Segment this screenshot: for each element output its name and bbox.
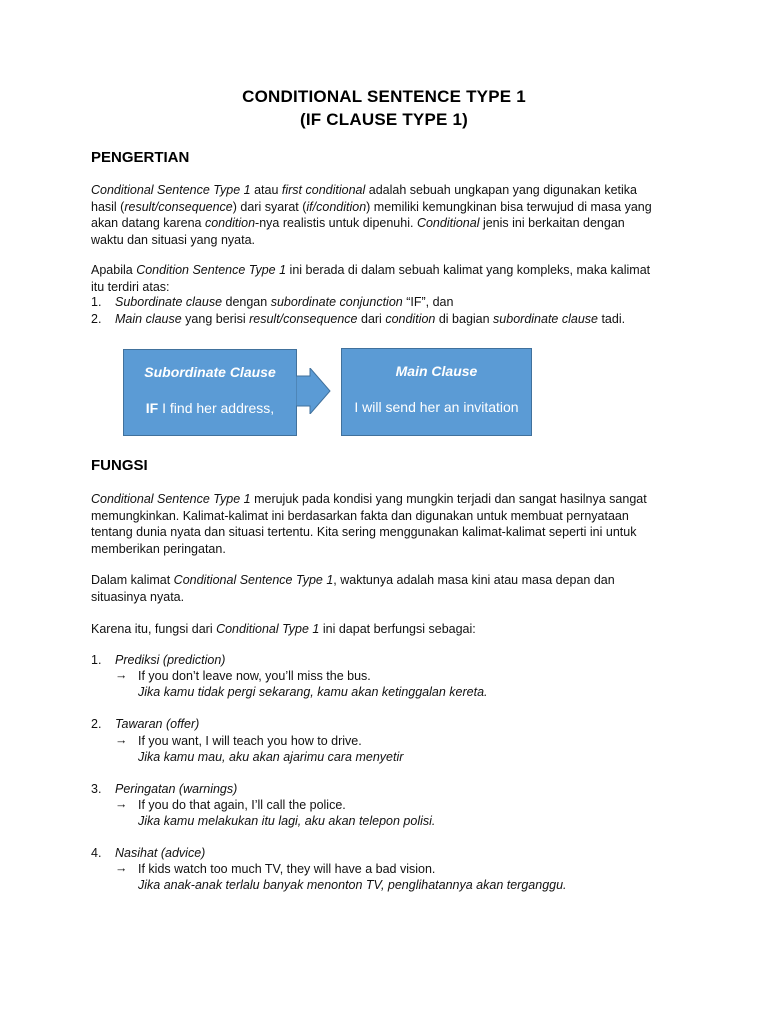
heading-pengertian: PENGERTIAN [91, 149, 190, 166]
list-number: 2. [91, 312, 102, 326]
right-arrow-icon [296, 368, 332, 414]
main-clause-title: Main Clause [395, 363, 478, 379]
text-span: memungkinkan. Kalimat-kalimat ini berdasarkan fakta dan digunakan untuk membuat pernyataan [91, 508, 629, 523]
text-span: “IF”, dan [402, 295, 454, 309]
arrow-icon: → [115, 733, 128, 747]
example-english: If kids watch too much TV, they will have a bad vision. [138, 862, 436, 876]
text-span: ) dari syarat ( [232, 199, 307, 214]
if-keyword: IF [145, 400, 159, 416]
title-line-1: CONDITIONAL SENTENCE TYPE 1 [242, 87, 526, 106]
text-span: Jika anak-anak terlalu banyak menonton TV, penglihatannya akan terganggu. [138, 878, 567, 892]
text-span: subordinate clause [493, 312, 598, 326]
function-label-advice [115, 846, 205, 860]
text-span: -nya realistis untuk dipenuhi. [255, 216, 417, 230]
text-span: Subordinate clause [115, 295, 223, 309]
main-clause-example: I will send her an invitation [354, 399, 519, 415]
text-span: ini dapat berfungsi sebagai: [319, 622, 476, 636]
text-span: hasil ( [91, 199, 125, 214]
example-indonesian [138, 750, 403, 764]
text-span: tadi. [597, 312, 626, 326]
text-span: ini berada di dalam sebuah kalimat yang kompleks, maka kalimat [286, 263, 651, 277]
text-span: di bagian [435, 312, 494, 326]
example-english: If you don’t leave now, you’ll miss the bus. [138, 669, 371, 683]
text-span: memberikan peringatan. [91, 541, 226, 556]
text-span: tentang dunia nyata dan situasi tertentu. Kita sering menggunakan kalimat-kalimat seperti ini untuk [91, 525, 637, 539]
text-span: ) memiliki kemungkinan bisa terwujud di masa yang [366, 199, 652, 214]
text-span: Conditional [416, 216, 480, 230]
list-number: 1. [91, 295, 102, 309]
heading-fungsi: FUNGSI [91, 457, 148, 474]
text-span: situasinya nyata. [91, 589, 185, 604]
text-span: result/consequence [124, 199, 233, 214]
example-english: If you do that again, I’ll call the police. [138, 798, 346, 812]
text-span: adalah sebuah ungkapan yang digunakan ketika [365, 183, 638, 197]
subordinate-clause-box [123, 349, 297, 436]
text-span: yang berisi [181, 312, 250, 326]
fungsi-paragraph-3 [91, 621, 681, 638]
text-span: Peringatan (warnings) [115, 782, 238, 796]
function-label-warnings [115, 782, 237, 796]
text-span: if/condition [306, 199, 367, 214]
text-span: I find her address, [158, 400, 275, 416]
pengertian-paragraph-2 [91, 262, 681, 295]
text-span: , waktunya adalah masa kini atau masa depan dan [333, 573, 615, 587]
subordinate-clause-example [124, 400, 296, 416]
text-span: Jika kamu mau, aku akan ajarimu cara menyetir [138, 750, 404, 764]
list-number: 4. [91, 846, 102, 860]
text-span: merujuk pada kondisi yang mungkin terjadi dan sangat hasilnya sangat [250, 492, 647, 506]
example-indonesian [138, 814, 435, 828]
text-span: Dalam kalimat [91, 573, 174, 587]
text-span: Conditional Sentence Type 1 [91, 492, 251, 506]
example-english: If you want, I will teach you how to drive. [138, 734, 362, 748]
text-span: condition [204, 216, 256, 230]
text-span: subordinate conjunction [270, 295, 403, 309]
main-clause-box [341, 348, 532, 436]
subordinate-clause-title: Subordinate Clause [144, 364, 276, 380]
function-label-prediction [115, 653, 225, 667]
text-span: dengan [222, 295, 271, 309]
text-span: Nasihat (advice) [115, 846, 206, 860]
text-span: first conditional [281, 183, 366, 197]
text-span: Conditional Sentence Type 1 [91, 183, 251, 197]
example-indonesian [138, 685, 488, 699]
text-span: result/consequence [249, 312, 358, 326]
text-span: dari [357, 312, 386, 326]
text-span: akan datang karena [91, 216, 205, 230]
arrow-icon: → [115, 797, 128, 811]
text-span: atau [250, 183, 282, 197]
text-span: Main clause [115, 312, 182, 326]
text-span: Conditional Type 1 [216, 622, 320, 636]
clause-item-1 [115, 295, 453, 309]
text-span: jenis ini berkaitan dengan [479, 216, 625, 230]
arrow-icon: → [115, 861, 128, 875]
arrow-icon: → [115, 668, 128, 682]
list-number: 2. [91, 717, 102, 731]
list-number: 1. [91, 653, 102, 667]
text-span: condition [385, 312, 436, 326]
text-span: Apabila [91, 263, 137, 277]
clause-item-2 [115, 312, 625, 326]
text-span: itu terdiri atas: [91, 279, 170, 294]
text-span: Jika kamu tidak pergi sekarang, kamu akan ketinggalan kereta. [138, 685, 488, 699]
title-line-2: (IF CLAUSE TYPE 1) [300, 110, 468, 129]
text-span: Prediksi (prediction) [115, 653, 226, 667]
function-label-offer [115, 717, 199, 731]
text-span: Jika kamu melakukan itu lagi, aku akan telepon polisi. [138, 814, 436, 828]
fungsi-paragraph-1 [91, 491, 681, 557]
text-span: Conditional Sentence Type 1 [173, 573, 334, 587]
pengertian-paragraph-1 [91, 182, 681, 248]
text-span: waktu dan situasi yang nyata. [91, 232, 255, 247]
example-indonesian [138, 878, 567, 892]
text-span: Tawaran (offer) [115, 717, 200, 731]
text-span: Karena itu, fungsi dari [91, 622, 217, 636]
text-span: Condition Sentence Type 1 [136, 263, 287, 277]
list-number: 3. [91, 782, 102, 796]
fungsi-paragraph-2 [91, 572, 681, 605]
